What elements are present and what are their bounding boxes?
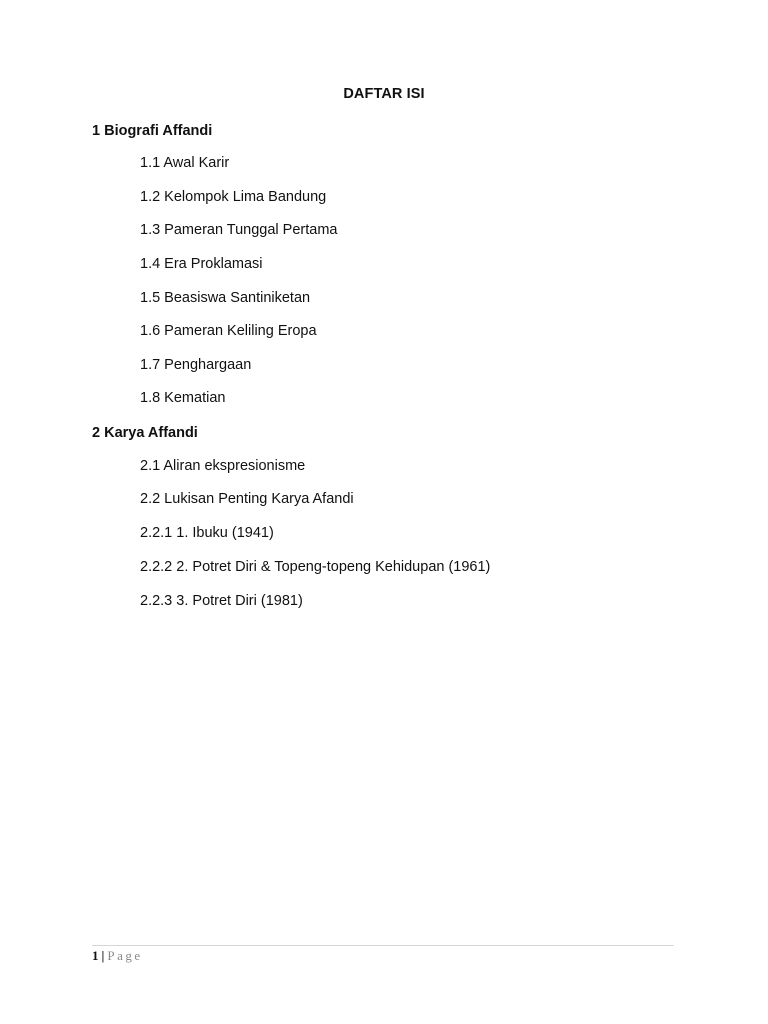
toc-entry-section[interactable]: 1.7 Penghargaan: [140, 357, 252, 373]
page-title: DAFTAR ISI: [343, 86, 425, 102]
toc-entry-section[interactable]: 1.3 Pameran Tunggal Pertama: [140, 222, 338, 238]
toc-entry-section[interactable]: 2.1 Aliran ekspresionisme: [140, 458, 306, 474]
toc-entry-chapter[interactable]: 2 Karya Affandi: [92, 425, 198, 441]
page-number: 1: [92, 948, 99, 963]
toc-entry-section[interactable]: 1.2 Kelompok Lima Bandung: [140, 189, 327, 205]
toc-entry-section[interactable]: 1.5 Beasiswa Santiniketan: [140, 290, 311, 306]
toc-entry-section[interactable]: 1.1 Awal Karir: [140, 155, 230, 171]
toc-entry-section[interactable]: 2.2.2 2. Potret Diri & Topeng-topeng Kehidupan (1961): [140, 559, 491, 575]
toc-entry-section[interactable]: 2.2.3 3. Potret Diri (1981): [140, 593, 303, 609]
toc-entry-section[interactable]: 2.2.1 1. Ibuku (1941): [140, 525, 274, 541]
toc-entry-section[interactable]: 1.8 Kematian: [140, 390, 226, 406]
toc-entry-section[interactable]: 1.4 Era Proklamasi: [140, 256, 263, 272]
page-label: Page: [107, 948, 143, 963]
toc-entry-chapter[interactable]: 1 Biografi Affandi: [92, 123, 213, 139]
toc-entry-section[interactable]: 1.6 Pameran Keliling Eropa: [140, 323, 317, 339]
footer-separator: |: [101, 948, 105, 963]
toc-entry-section[interactable]: 2.2 Lukisan Penting Karya Afandi: [140, 491, 354, 507]
page-footer: [92, 948, 143, 964]
footer-divider: [92, 945, 674, 946]
